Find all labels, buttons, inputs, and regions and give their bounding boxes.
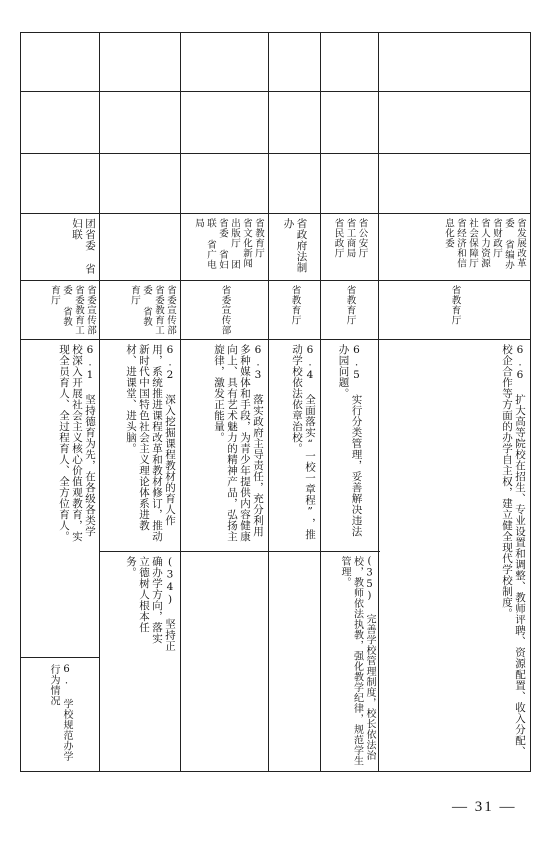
item-6-2-partners-cell bbox=[100, 214, 180, 280]
item-6-5-text: 6.5 实行分类管理，妥善解决违法办园问题。 bbox=[337, 344, 363, 537]
item-6-6-lead: 省教育厅 bbox=[449, 285, 461, 325]
item-6-6-partners: 省发展改革委 省编办 省财政厅 省人力资源社会保障厅 省经济和信息化委 bbox=[443, 218, 526, 270]
item-6-2-text: 6.2 深入挖掘课程教材的育人作用，系统推进课程改革和教材修订，推动新时代中国特色社会主义理论体系进教材、进课堂、进头脑。 bbox=[125, 344, 176, 542]
item-6-6-text-cell bbox=[379, 340, 530, 771]
item-6-4-partners: 省政府法制办 bbox=[282, 218, 308, 273]
item-6-3-partners: 省教育厅 省文化新闻出版厅 团省委 省妇联 省广电局 bbox=[193, 218, 264, 270]
item-6-2-lead: 省委宣传部 省委教育工委 省教育厅 bbox=[129, 285, 176, 335]
item-6-4-text-cell bbox=[269, 340, 320, 551]
item-6-1-partners-cell bbox=[21, 214, 100, 280]
section-label: 6. 学校规范办学行为情况 bbox=[48, 664, 72, 762]
row-divider bbox=[20, 91, 530, 92]
item-6-5-partners-cell bbox=[321, 214, 378, 280]
item-6-2-text-cell bbox=[100, 340, 180, 551]
item-6-4-text: 6.4 全面落实“一校一章程”，推动学校依法依章治校。 bbox=[291, 344, 316, 540]
table-border-top bbox=[20, 32, 530, 33]
task-35-cell bbox=[320, 552, 379, 771]
item-6-3-text: 6.3 落实政府主导责任，充分利用多种媒体和手段，为青少年提供内容健康向上、具有艺术魅力的精神产品，弘扬主旋律，激发正能量。 bbox=[213, 344, 264, 542]
item-6-5-partners: 省公安厅 省工商局 省民政厅 bbox=[332, 218, 368, 258]
item-6-3-partners-cell bbox=[181, 214, 268, 280]
table-border-bottom bbox=[20, 771, 530, 772]
item-6-3-lead-cell bbox=[181, 281, 268, 339]
item-6-6-lead-cell bbox=[379, 281, 530, 339]
table-border-right bbox=[530, 32, 531, 772]
item-6-1-text-cell bbox=[21, 340, 100, 551]
item-6-6-text: 6.6 扩大高等院校在招生、专业设置和调整、教师评聘、资源配置、收入分配、校企合作等方面的办学自主权，建立健全现代学校制度。 bbox=[501, 344, 526, 757]
task-35-text: (35) 完善学校管理制度，校长依法治校，教师依法执教，强化教学纪律，规范学生管理。 bbox=[339, 556, 375, 766]
section-cell bbox=[20, 660, 100, 770]
item-6-1-lead: 省委宣传部 省委教育工委 省教育厅 bbox=[49, 285, 96, 335]
item-6-1-text: 6.1 坚持德育为先，在各级各类学校深入开展社会主义核心价值观教育，实现全员育人、全过程育人、全方位育人。 bbox=[58, 344, 96, 542]
page-number: — 31 — bbox=[452, 799, 517, 815]
item-6-4-lead: 省教育厅 bbox=[289, 285, 301, 325]
item-6-3-lead: 省委宣传部 bbox=[219, 285, 231, 335]
item-6-4-partners-cell bbox=[269, 214, 320, 280]
item-6-6-partners-cell bbox=[379, 214, 530, 280]
item-6-5-lead-cell bbox=[321, 281, 378, 339]
row-divider bbox=[20, 153, 530, 154]
task-34-text: (34) 坚持正确办学方向，落实立德树人根本任务。 bbox=[125, 556, 176, 652]
item-6-5-lead: 省教育厅 bbox=[344, 285, 356, 325]
row-divider bbox=[20, 657, 100, 658]
item-6-3-text-cell bbox=[181, 340, 268, 551]
item-6-5-text-cell bbox=[321, 340, 378, 551]
task-34-cell bbox=[100, 552, 180, 657]
item-6-4-lead-cell bbox=[269, 281, 320, 339]
item-6-1-lead-cell bbox=[21, 281, 100, 339]
item-6-1-partners: 团省委 省妇联 bbox=[71, 218, 96, 275]
item-6-2-lead-cell bbox=[100, 281, 180, 339]
